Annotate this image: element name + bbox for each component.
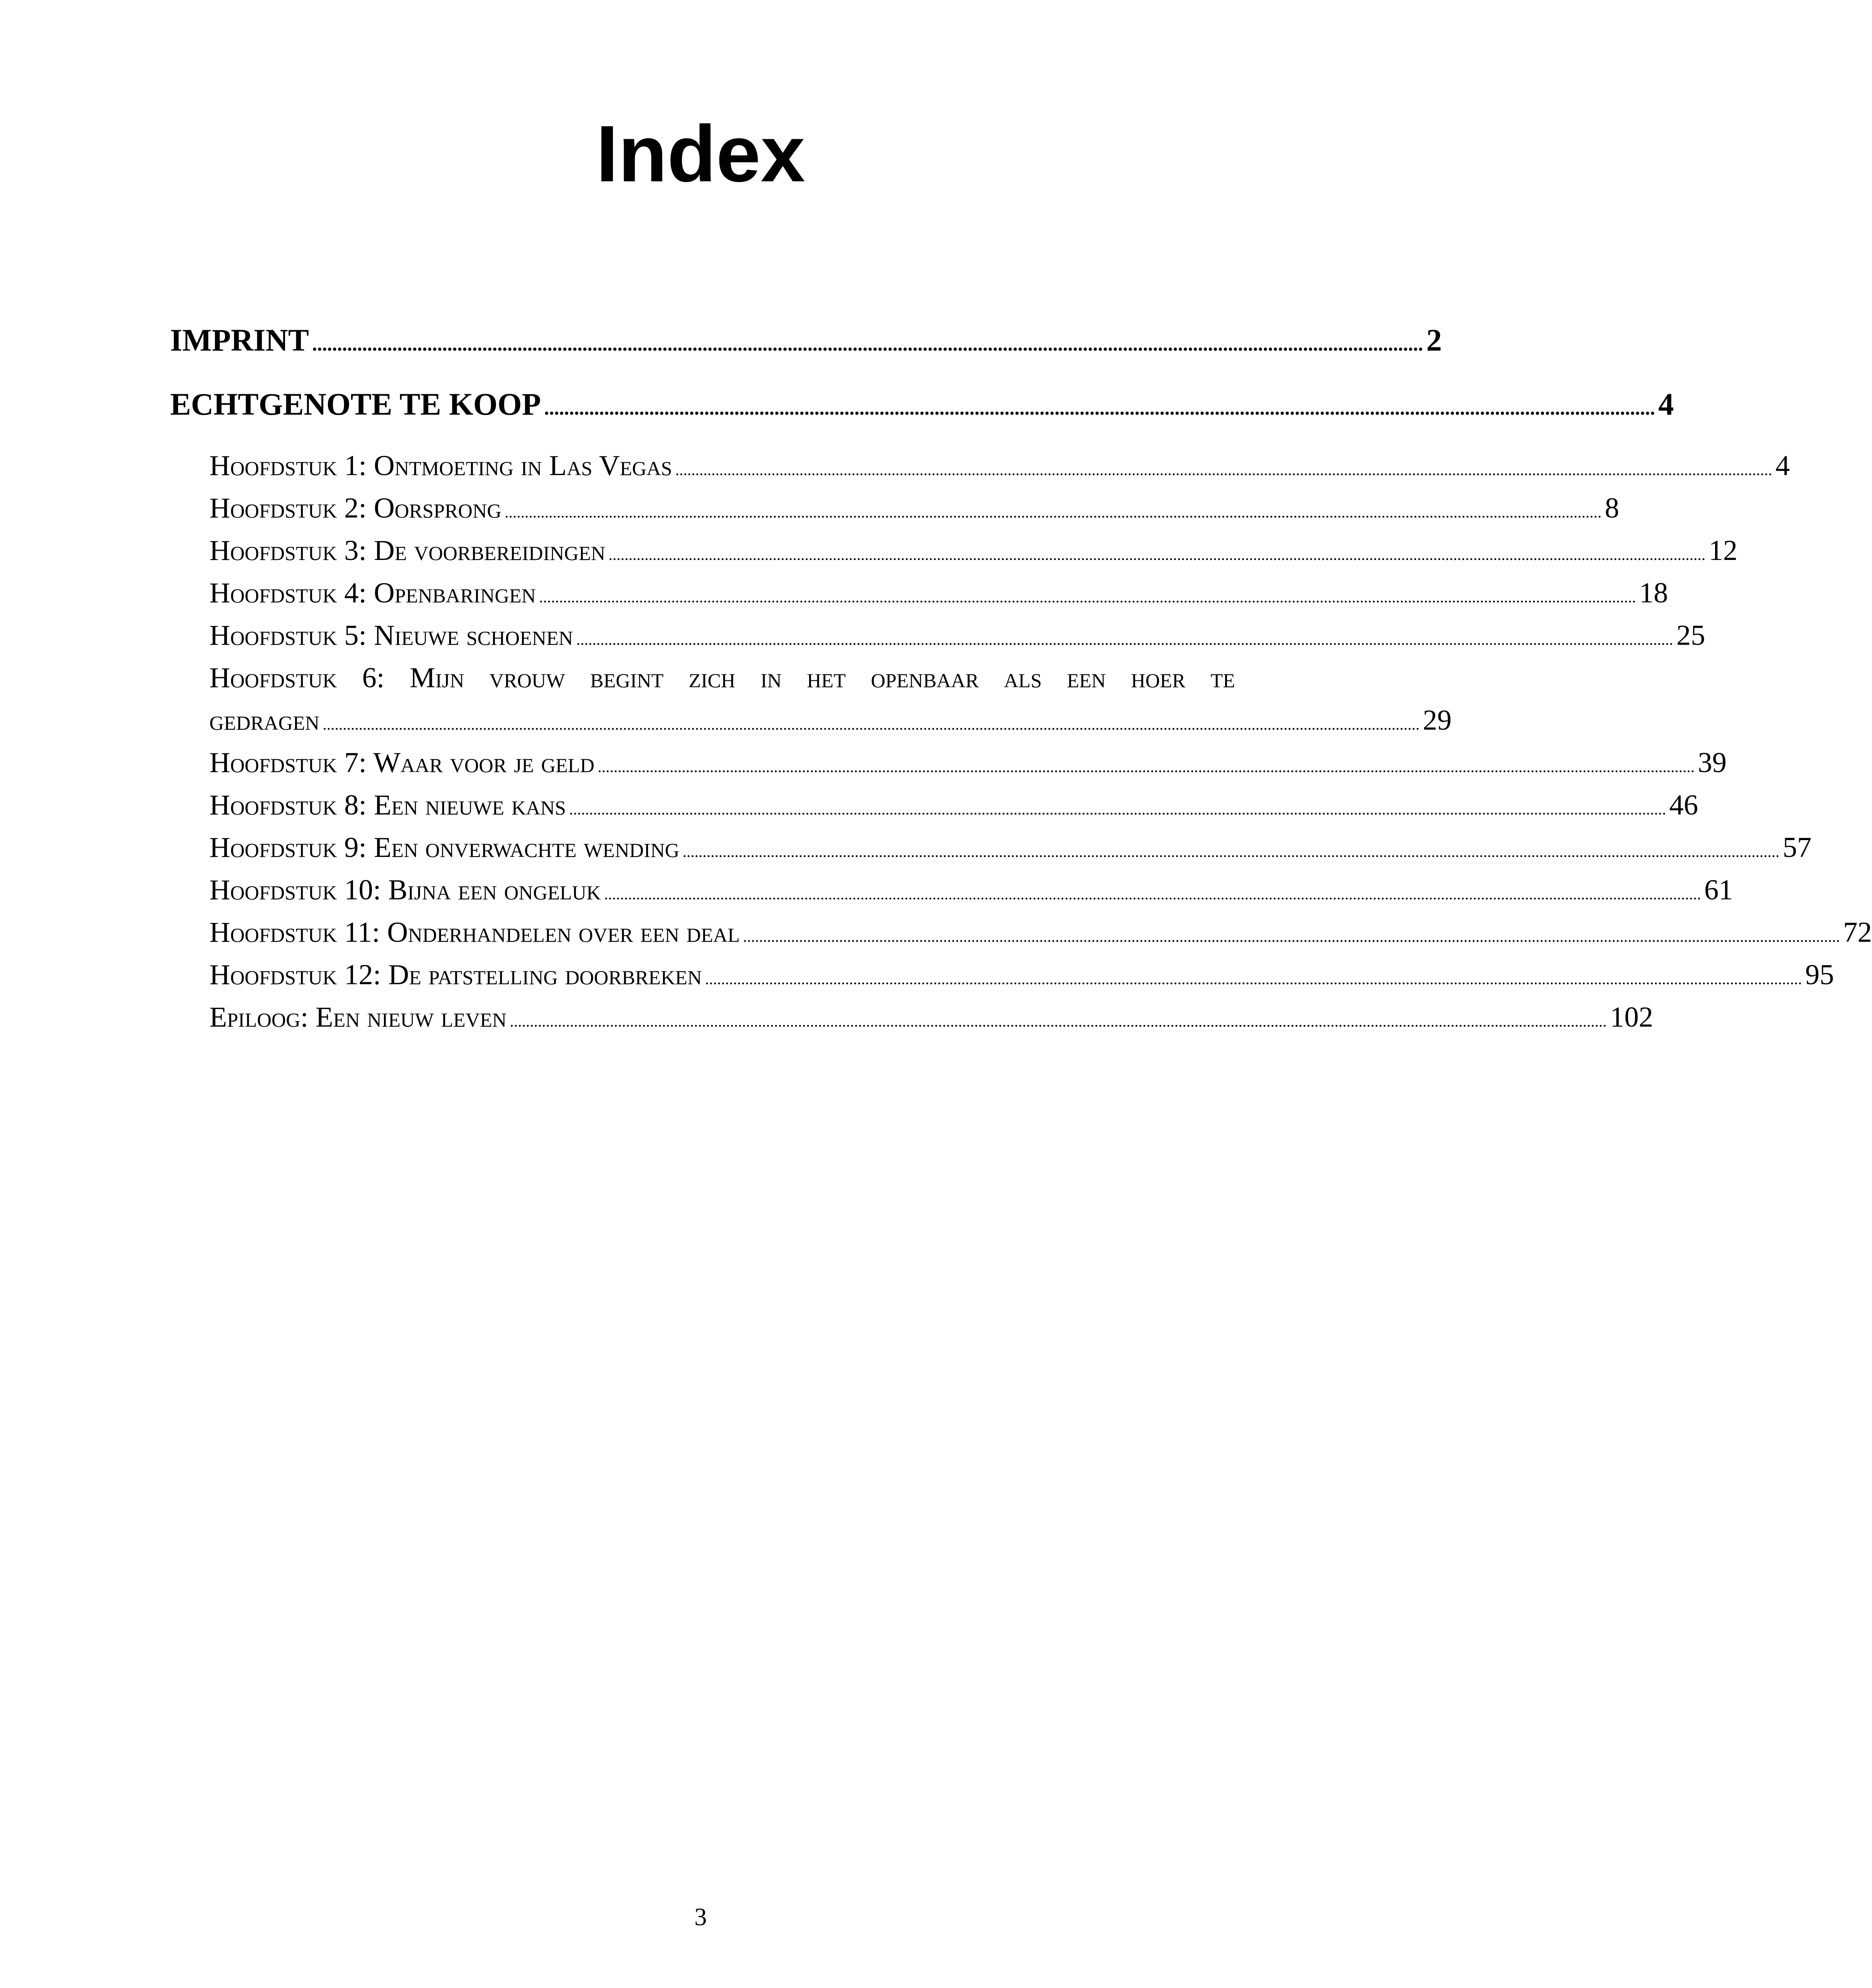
toc-entry-page: 29	[1422, 704, 1452, 736]
toc-entry-label: Hoofdstuk 5: Nieuwe schoenen	[209, 619, 573, 651]
dot-leader: ..................................................................................................................................................................................................................................................................................	[322, 715, 1420, 733]
toc-entry-label: Hoofdstuk 4: Openbaringen	[209, 577, 536, 609]
dot-leader: ..............................................................................................................................................................................................................................	[312, 333, 1423, 355]
table-of-contents	[170, 316, 1872, 1038]
dot-leader: ..................................................................................................................................................................................................................................................................................	[539, 588, 1636, 606]
toc-entry-page: 95	[1805, 959, 1834, 991]
dot-leader: ..................................................................................................................................................................................................................................................................................	[743, 927, 1840, 945]
toc-entry-page: 72	[1843, 916, 1872, 948]
dot-leader: ..................................................................................................................................................................................................................................................................................	[510, 1012, 1607, 1030]
dot-leader: ..................................................................................................................................................................................................................................................................................	[597, 758, 1695, 776]
toc-entry-chapter-6[interactable]	[209, 656, 1452, 741]
chapter-list	[209, 444, 1872, 1038]
toc-entry-label: Hoofdstuk 9: Een onverwachte wending	[209, 831, 679, 863]
toc-entry-chapter-8[interactable]	[209, 784, 1698, 826]
toc-entry-echtgenote-te-koop[interactable]	[170, 380, 1674, 444]
page-number: 3	[694, 1904, 707, 1931]
toc-entry-page: 12	[1708, 534, 1737, 566]
toc-entry-label-continued: gedragen	[209, 704, 319, 736]
toc-entry-chapter-11[interactable]	[209, 911, 1872, 953]
toc-entry-label: Hoofdstuk 1: Ontmoeting in Las Vegas	[209, 449, 672, 481]
dot-leader: ..................................................................................................................................................................................................................................................................................	[576, 630, 1673, 648]
toc-entry-label: Hoofdstuk 12: De patstelling doorbreken	[209, 959, 702, 991]
toc-entry-label: Hoofdstuk 6: Mijn vrouw begint zich in het openbaar als een hoer te	[209, 662, 1235, 694]
dot-leader: ..............................................................................................................................................................................................................................	[544, 397, 1655, 419]
toc-entry-chapter-12[interactable]	[209, 953, 1834, 996]
toc-entry-page: 8	[1605, 492, 1619, 524]
toc-entry-page: 102	[1610, 1001, 1653, 1033]
toc-entry-epilogue[interactable]	[209, 996, 1653, 1038]
toc-entry-page: 57	[1782, 831, 1812, 863]
toc-entry-chapter-1[interactable]	[209, 444, 1790, 487]
toc-entry-chapter-10[interactable]	[209, 869, 1733, 911]
toc-entry-imprint[interactable]	[170, 316, 1442, 380]
dot-leader: ..................................................................................................................................................................................................................................................................................	[705, 970, 1802, 988]
toc-entry-label: Hoofdstuk 2: Oorsprong	[209, 492, 502, 524]
toc-entry-page: 46	[1669, 789, 1698, 821]
toc-entry-label: Epiloog: Een nieuw leven	[209, 1001, 507, 1033]
dot-leader: ..................................................................................................................................................................................................................................................................................	[504, 503, 1602, 521]
dot-leader: ..................................................................................................................................................................................................................................................................................	[682, 843, 1780, 861]
toc-entry-chapter-4[interactable]	[209, 572, 1668, 614]
toc-entry-chapter-7[interactable]	[209, 741, 1727, 784]
dot-leader: ..................................................................................................................................................................................................................................................................................	[675, 461, 1772, 479]
dot-leader: ..................................................................................................................................................................................................................................................................................	[569, 800, 1666, 818]
toc-entry-page: 4	[1775, 449, 1790, 481]
toc-entry-chapter-5[interactable]	[209, 614, 1705, 656]
toc-entry-page: 39	[1697, 746, 1727, 778]
toc-entry-page: 2	[1426, 323, 1442, 357]
dot-leader: ..................................................................................................................................................................................................................................................................................	[608, 546, 1705, 564]
toc-entry-chapter-9[interactable]	[209, 826, 1812, 869]
toc-entry-page: 18	[1639, 577, 1668, 609]
toc-entry-label: Hoofdstuk 11: Onderhandelen over een deal	[209, 916, 740, 948]
toc-entry-chapter-3[interactable]	[209, 529, 1737, 572]
toc-entry-label: Hoofdstuk 7: Waar voor je geld	[209, 746, 595, 778]
dot-leader: ..................................................................................................................................................................................................................................................................................	[604, 885, 1701, 903]
toc-entry-page: 61	[1704, 874, 1733, 906]
toc-entry-label: Hoofdstuk 8: Een nieuwe kans	[209, 789, 566, 821]
toc-entry-label: IMPRINT	[170, 323, 309, 357]
toc-entry-label: Hoofdstuk 3: De voorbereidingen	[209, 534, 605, 566]
toc-entry-chapter-2[interactable]	[209, 487, 1619, 529]
page-title: Index	[596, 109, 805, 199]
toc-entry-label: Hoofdstuk 10: Bijna een ongeluk	[209, 874, 601, 906]
toc-entry-page: 25	[1676, 619, 1705, 651]
toc-entry-page: 4	[1658, 387, 1674, 421]
toc-entry-label: ECHTGENOTE TE KOOP	[170, 387, 541, 421]
